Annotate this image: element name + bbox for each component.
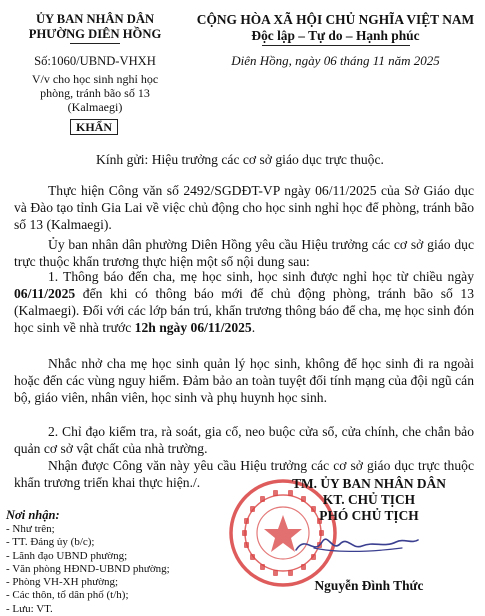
body-paragraph-4: Nhắc nhở cha mẹ học sinh quản lý học sinh, không để học sinh đi ra ngoài hoặc đến các vùng nguy hiểm. Đảm bảo an toàn tuyệt đối tính mạng của đội ngũ cán bộ, giáo viên, nhân viên, học sinh và phụ huynh học sinh. <box>14 356 474 405</box>
body-paragraph-3 <box>14 268 474 336</box>
deadline-emphasis: 12h ngày 06/11/2025 <box>134 320 252 335</box>
signature-authority <box>258 476 480 524</box>
document-number: Số:1060/UBND-VHXH <box>34 54 156 68</box>
signature-line-3: PHÓ CHỦ TỊCH <box>319 508 419 523</box>
recipients-item: - Các thôn, tổ dân phố (t/h); <box>6 589 129 602</box>
signature-line-2: KT. CHỦ TỊCH <box>322 492 416 507</box>
body-text: . <box>251 320 256 335</box>
recipients-list <box>6 508 206 616</box>
header-underline-left <box>70 43 120 44</box>
recipients-item: - Lãnh đạo UBND phường; <box>6 549 128 562</box>
body-paragraph-1: Thực hiện Công văn số 2492/SGDĐT-VP ngày 06/11/2025 của Sở Giáo dục và Đào tạo tỉnh Gia Lai về việc chủ động cho học sinh nghỉ học để phòng, tránh bão số 13 (Kalmaegi). <box>14 183 474 232</box>
subject-line: phòng, tránh bão số 13 <box>40 86 150 100</box>
national-motto: Độc lập – Tự do – Hạnh phúc <box>251 28 420 43</box>
date-emphasis: 06/11/2025 <box>14 286 76 301</box>
recipients-title: Nơi nhận: <box>6 508 60 522</box>
header-underline-right <box>262 45 410 46</box>
body-paragraph-5: 2. Chỉ đạo kiểm tra, rà soát, gia cố, neo buộc cửa sổ, cửa chính, che chắn bảo quản cơ sở vật chất của nhà trường. <box>14 424 474 456</box>
recipients-item: - Văn phòng HĐND-UBND phường; <box>6 562 170 575</box>
urgency-box <box>70 118 118 136</box>
handwritten-signature-icon <box>292 526 422 560</box>
body-text: đến khi có thông báo mới để chủ động phòng, tránh bão số 13 (Kalmaegi). Đối với các lớp bán trú, khẩn trương thông báo để cha, mẹ học sinh đón học sinh về nhà trước <box>14 286 474 335</box>
signer-name: Nguyễn Đình Thức <box>314 578 424 593</box>
signature-line-1: TM. ỦY BAN NHÂN DÂN <box>292 476 446 491</box>
issuing-authority <box>2 12 188 42</box>
national-title: CỘNG HÒA XÃ HỘI CHỦ NGHĨA VIỆT NAM <box>196 12 475 27</box>
place-and-date: Diên Hồng, ngày 06 tháng 11 năm 2025 <box>231 53 440 68</box>
body-paragraph-6: Nhận được Công văn này yêu cầu Hiệu trưởng các cơ sở giáo dục trực thuộc khẩn trương triển khai thực hiện./. <box>14 458 474 490</box>
body-text: 1. Thông báo đến cha, mẹ học sinh, học sinh được nghỉ học từ chiều ngày <box>48 269 474 284</box>
recipient-line: Kính gửi: Hiệu trưởng các cơ sở giáo dục trực thuộc. <box>96 152 384 167</box>
subject-line: (Kalmaegi) <box>67 100 123 114</box>
recipients-item: - Lưu: VT. <box>6 602 53 615</box>
urgency-label: KHẨN <box>70 119 118 135</box>
org-line-1: ỦY BAN NHÂN DÂN <box>35 12 155 26</box>
subject-line: V/v cho học sinh nghỉ học <box>31 72 159 86</box>
document-subject <box>2 72 188 114</box>
org-line-2: PHƯỜNG DIÊN HỒNG <box>28 27 162 41</box>
recipients-item: - Phòng VH-XH phường; <box>6 576 119 589</box>
body-paragraph-2: Ủy ban nhân dân phường Diên Hồng yêu cầu Hiệu trưởng các cơ sở giáo dục trực thuộc khẩn trương thực hiện một số nội dung sau: <box>14 237 474 269</box>
recipients-item: - Như trên; <box>6 523 55 535</box>
recipients-item: - TT. Đảng ủy (b/c); <box>6 536 95 549</box>
